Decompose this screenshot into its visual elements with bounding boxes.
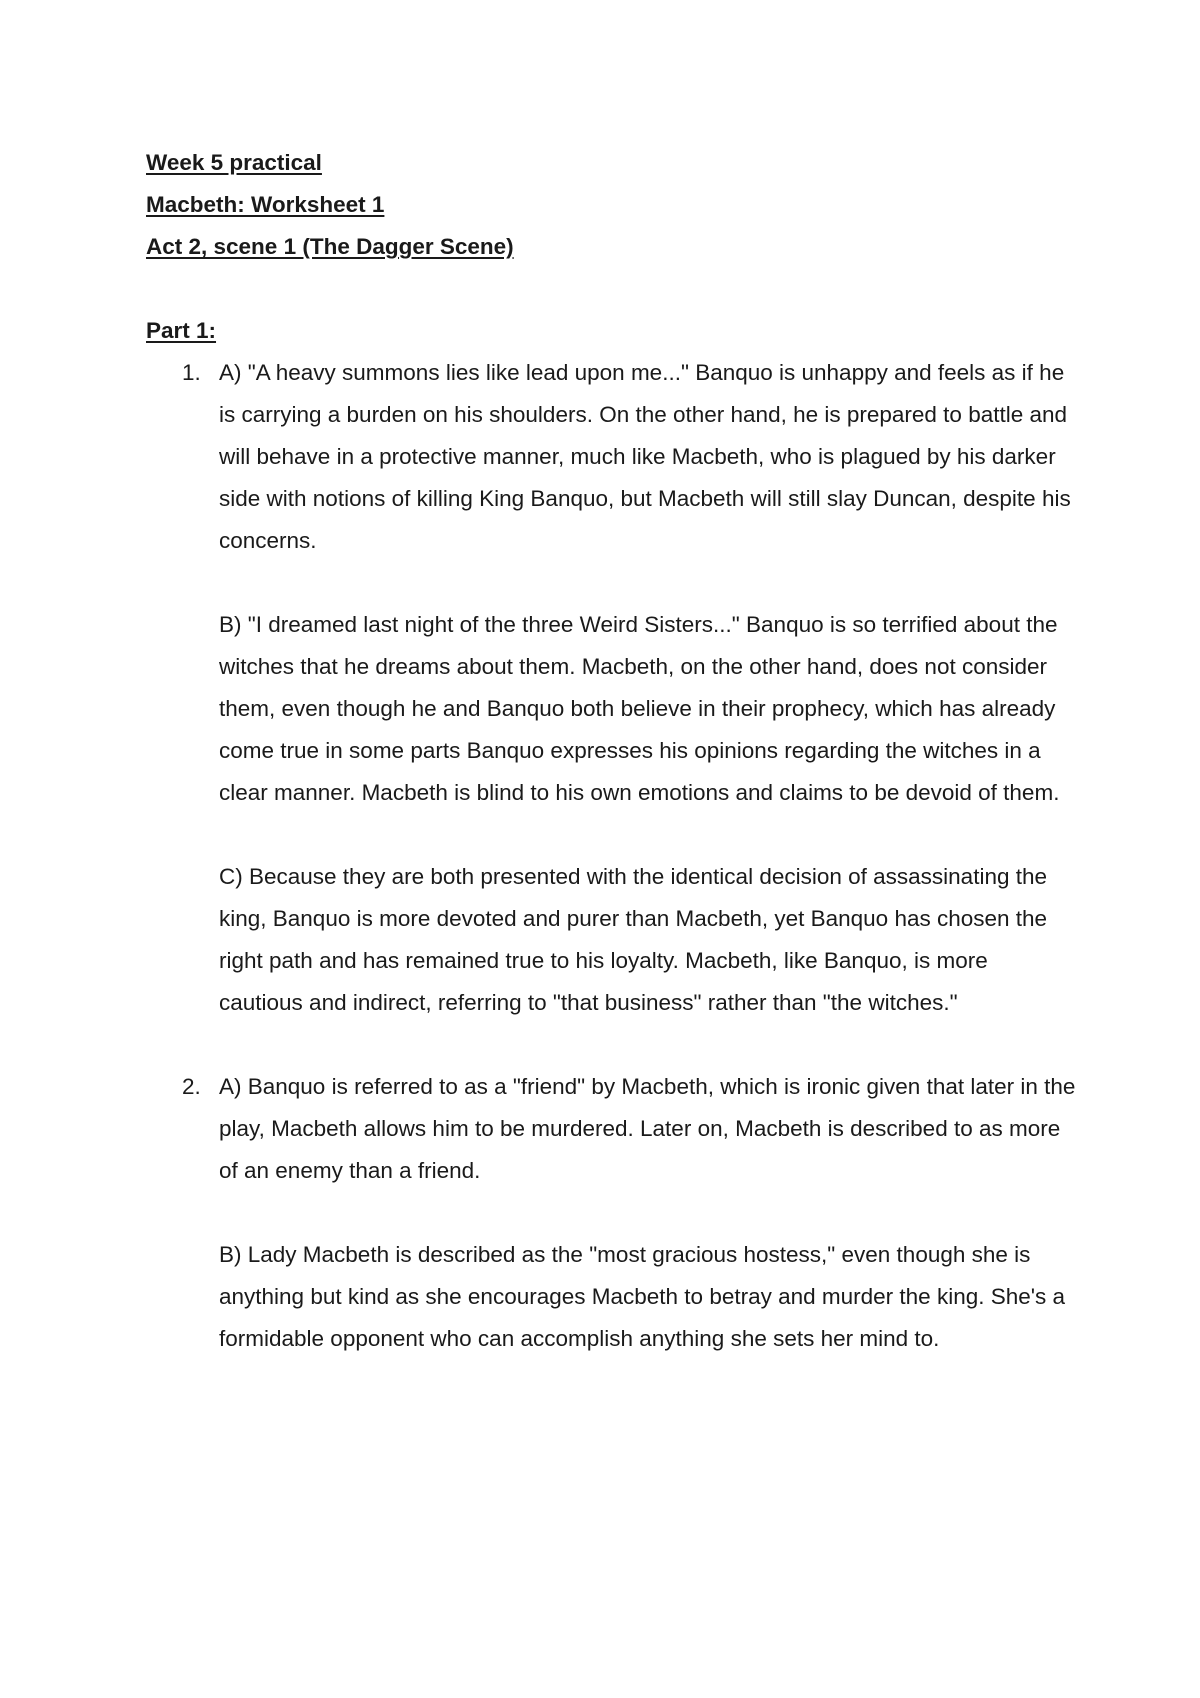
- list-spacer: [146, 1024, 1076, 1066]
- question-list: [146, 352, 1076, 1360]
- document-body: [146, 142, 1076, 1360]
- heading-act-scene: Act 2, scene 1 (The Dagger Scene): [146, 234, 514, 259]
- question-number: 1.: [182, 360, 201, 385]
- question-number: 2.: [182, 1074, 201, 1099]
- question-item: [146, 1066, 1076, 1360]
- answer-paragraph: B) Lady Macbeth is described as the "most gracious hostess," even though she is anything but kind as she encourages Macbeth to betray and murder the king. She's a formidable opponent who can accomplish anything she sets her mind to.: [219, 1242, 1066, 1351]
- heading-week: Week 5 practical: [146, 150, 322, 175]
- part-title: Part 1:: [146, 318, 217, 343]
- heading-worksheet: Macbeth: Worksheet 1: [146, 192, 385, 217]
- spacer: [146, 268, 1076, 310]
- answer-paragraph: A) Banquo is referred to as a "friend" by Macbeth, which is ironic given that later in the play, Macbeth allows him to be murdered. Later on, Macbeth is described to as more of an enemy than a friend.: [219, 1074, 1076, 1183]
- answer-paragraph: C) Because they are both presented with the identical decision of assassinating the king, Banquo is more devoted and purer than Macbeth, yet Banquo has chosen the right path and has remained true to his loyalty. Macbeth, like Banquo, is more cautious and indirect, referring to "that business" rather than "the witches.": [219, 864, 1048, 1015]
- answer-paragraph: B) "I dreamed last night of the three Weird Sisters..." Banquo is so terrified about the witches that he dreams about them. Macbeth, on the other hand, does not consider them, even though he and Banquo both believe in their prophecy, which has already come true in some parts Banquo expresses his opinions regarding the witches in a clear manner. Macbeth is blind to his own emotions and claims to be devoid of them.: [219, 612, 1060, 805]
- question-item: [146, 352, 1076, 1024]
- answer-paragraph: A) "A heavy summons lies like lead upon me..." Banquo is unhappy and feels as if he is carrying a burden on his shoulders. On the other hand, he is prepared to battle and will behave in a protective manner, much like Macbeth, who is plagued by his darker side with notions of killing King Banquo, but Macbeth will still slay Duncan, despite his concerns.: [219, 360, 1071, 553]
